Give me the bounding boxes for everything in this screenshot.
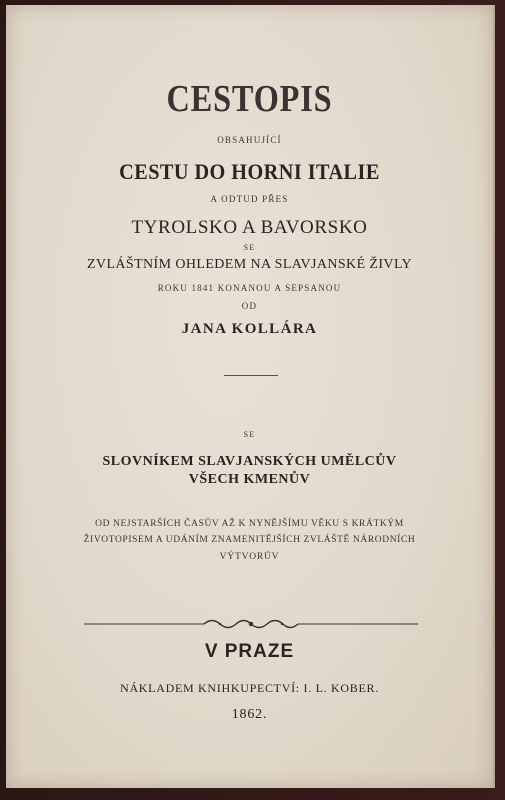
subtitle-slovnikem: SLOVNÍKEM SLAVJANSKÝCH UMĚLCŮV: [102, 454, 397, 469]
subtitle-od: OD: [241, 301, 258, 311]
subtitle-zvlastnim: ZVLÁŠTNÍM OHLEDEM NA SLAVJANSKÉ ŽIVLY: [86, 257, 413, 272]
place-of-publication: V PRAZE: [204, 641, 295, 662]
subtitle-vsech: VŠECH KMENŮV: [188, 472, 311, 487]
subtitle-se-1: SE: [243, 243, 256, 252]
subtitle-odtud: A ODTUD PŘES: [210, 194, 289, 204]
subtitle-vytvoruv: VÝTVORŮV: [219, 552, 280, 562]
subtitle-zivotopisem: ŽIVOTOPISEM A UDÁNÍM ZNAMENITĚJŠÍCH ZVLÁŠTĚ NÁRODNÍCH: [83, 535, 416, 545]
subtitle-obsahujici: OBSAHUJÍCÍ: [217, 135, 282, 145]
book-title: CESTOPIS: [166, 78, 333, 120]
subtitle-roku: ROKU 1841 KONANOU A SEPSANOU: [157, 283, 342, 293]
divider-rule: [224, 375, 278, 376]
ornament-divider: [84, 617, 418, 631]
subtitle-tyrolsko: TYROLSKO A BAVORSKO: [131, 217, 368, 238]
subtitle-cesta: CESTU DO HORNI ITALIE: [119, 159, 380, 184]
subtitle-od-nejstarsich: OD NEJSTARŠÍCH ČASŮV AŽ K NYNĚJŠÍMU VĚKU S KRÁTKÝM: [95, 519, 404, 529]
publisher-line: NÁKLADEM KNIHKUPECTVÍ: I. L. KOBER.: [120, 681, 379, 695]
title-page: [6, 5, 495, 788]
subtitle-se-2: SE: [243, 430, 256, 439]
publication-year: 1862.: [231, 707, 268, 722]
author-name: JANA KOLLÁRA: [181, 321, 318, 337]
